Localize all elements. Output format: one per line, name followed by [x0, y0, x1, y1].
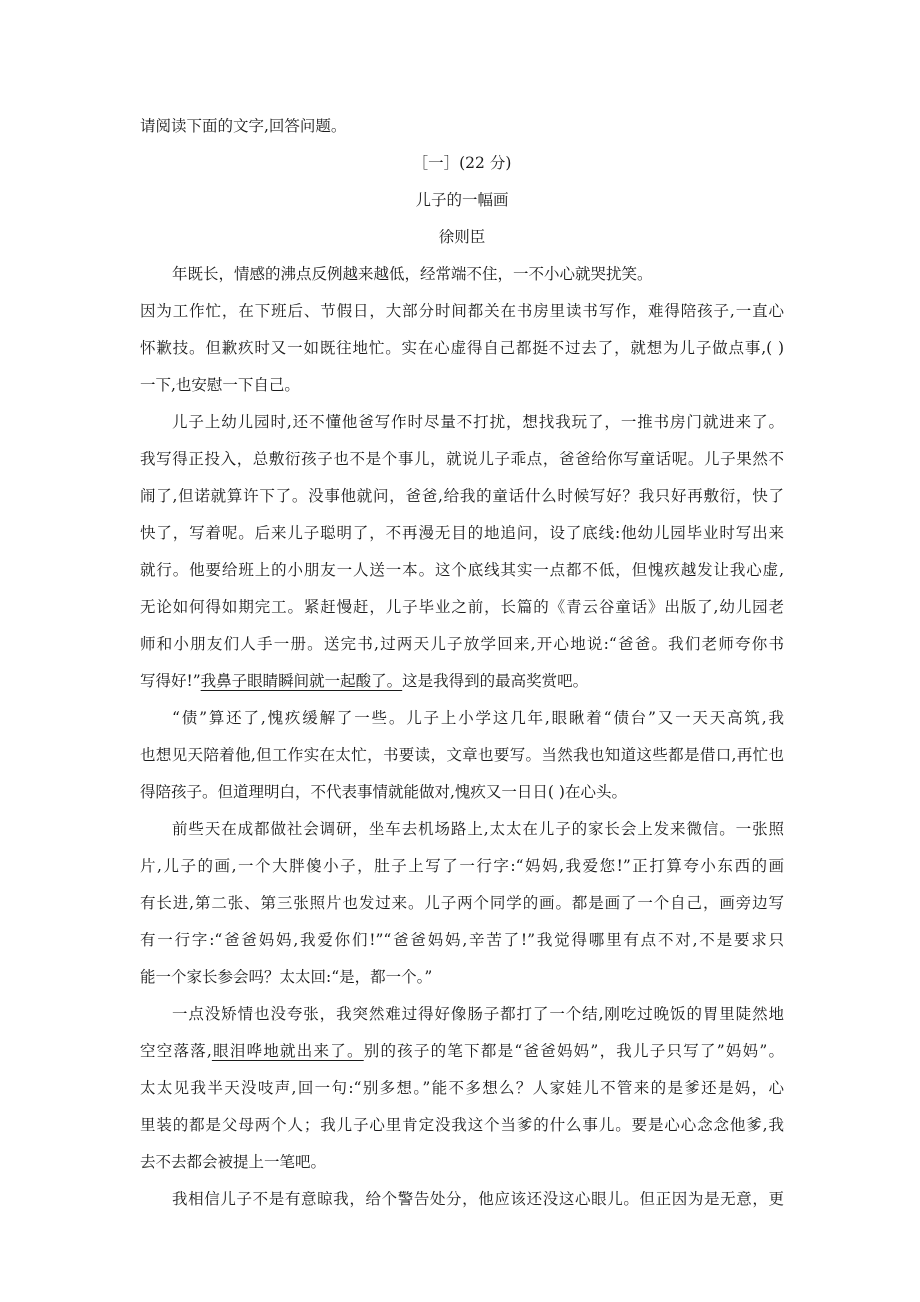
text-line: 师和小朋友们人手一册。送完书,过两天儿子放学回来,开心地说:“爸爸。我们老师夸你书 — [140, 635, 784, 653]
text-line — [140, 1033, 784, 1070]
paragraph — [140, 996, 784, 1181]
article-title: 儿子的一幅画 — [415, 191, 509, 209]
text-segment: 这是我得到的最高奖赏吧。 — [402, 672, 589, 690]
text-line: 里装的都是父母两个人；我儿子心里肯定没我这个当爹的什么事儿。要是心心念念他爹,我 — [140, 1116, 784, 1134]
text-line: 儿子上幼儿园时,还不懂他爸写作时尽量不打扰，想找我玩了，一推书房门就进来了。 — [172, 413, 784, 431]
article-body — [140, 256, 784, 1218]
text-line: 能一个家长参会吗？太太回:“是，都一个。” — [140, 968, 433, 986]
text-line: 就行。他要给班上的小朋友一人送一本。这个底线其实一点都不低，但愧疚越发让我心虚, — [140, 561, 784, 579]
text-line: 去不去都会被提上一笔吧。 — [140, 1153, 327, 1171]
text-segment: 别的孩子的笔下都是“爸爸妈妈”，我儿子只写了”妈妈”。 — [363, 1042, 784, 1060]
text-line — [140, 663, 784, 700]
text-line: 无论如何得如期完工。紧赶慢赶，儿子毕业之前，长篇的《青云谷童话》出版了,幼儿园老 — [140, 598, 784, 616]
underlined-sentence: 我鼻子眼睛瞬间就一起酸了。 — [200, 672, 403, 690]
text-line: 片,儿子的画,一个大胖傻小子，肚子上写了一行字:“妈妈,我爱您!”正打算夸小东西的画 — [140, 857, 784, 875]
text-line: 怀歉技。但歉疚时又一如既往地忙。实在心虚得自己都挺不过去了，就想为儿子做点事,( ) — [140, 339, 784, 357]
text-line: 一点没矫情也没夸张，我突然难过得好像肠子都打了一个结,刚吃过晚饭的胃里陡然地 — [172, 1005, 784, 1023]
text-segment: 写得好!” — [140, 672, 201, 690]
text-line: 快了，写着呢。后来儿子聪明了，不再漫无目的地追问，设了底线:他幼儿园毕业时写出来 — [140, 524, 784, 542]
text-line: 也想见天陪着他,但工作实在太忙，书要读，文章也要写。当然我也知道这些都是借口,再忙也 — [140, 746, 784, 764]
text-line: 因为工作忙，在下班后、节假日，大部分时间都关在书房里读书写作，难得陪孩子,一直心 — [140, 302, 784, 320]
article-author: 徐则臣 — [438, 228, 486, 246]
text-line: 闹了,但诺就算许下了。没事他就问，爸爸,给我的童话什么时候写好？我只好再敷衍，快了 — [140, 487, 784, 505]
text-line: 前些天在成都做社会调研，坐车去机场路上,太太在儿子的家长会上发来微信。一张照 — [172, 820, 784, 838]
document-page — [140, 108, 784, 1218]
text-line: “债”算还了,愧疚缓解了一些。儿子上小学这几年,眼瞅着“债台”又一天天高筑,我 — [172, 709, 784, 727]
paragraph — [140, 293, 784, 404]
paragraph — [140, 700, 784, 811]
paragraph — [140, 811, 784, 996]
text-line: 有一行字:“爸爸妈妈,我爱你们!”“爸爸妈妈,辛苦了!”我觉得哪里有点不对,不是要求只 — [140, 931, 784, 949]
text-line: 有长进,第二张、第三张照片也发过来。儿子两个同学的画。都是画了一个自己，画旁边写 — [140, 894, 784, 912]
text-line: 我写得正投入，总敷衍孩子也不是个事儿，就说儿子乖点，爸爸给你写童话呢。儿子果然不 — [140, 450, 784, 468]
paragraph — [140, 1181, 784, 1218]
underlined-sentence: 眼泪哗地就出来了。 — [211, 1042, 364, 1060]
paragraph — [140, 256, 784, 293]
text-line: 一下,也安慰一下自己。 — [140, 376, 300, 394]
text-line: 太太见我半天没吱声,回一句:“别多想。”能不多想么？人家娃儿不管来的是爹还是妈，心 — [140, 1079, 784, 1097]
section-label: ［一］(22 分) — [412, 154, 512, 172]
text-line: 年既长，情感的沸点反例越来越低，经常端不住，一不小心就哭扰笑。 — [172, 265, 653, 283]
instruction: 请阅读下面的文字,回答问题。 — [140, 117, 347, 135]
text-line: 我相信儿子不是有意晾我，给个警告处分，他应该还没这心眼儿。但正因为是无意，更 — [172, 1190, 784, 1208]
paragraph — [140, 404, 784, 700]
text-line: 得陪孩子。但道理明白，不代表事情就能做对,愧疚又一日日( )在心头。 — [140, 783, 627, 801]
text-segment: 空空落落, — [140, 1042, 212, 1060]
